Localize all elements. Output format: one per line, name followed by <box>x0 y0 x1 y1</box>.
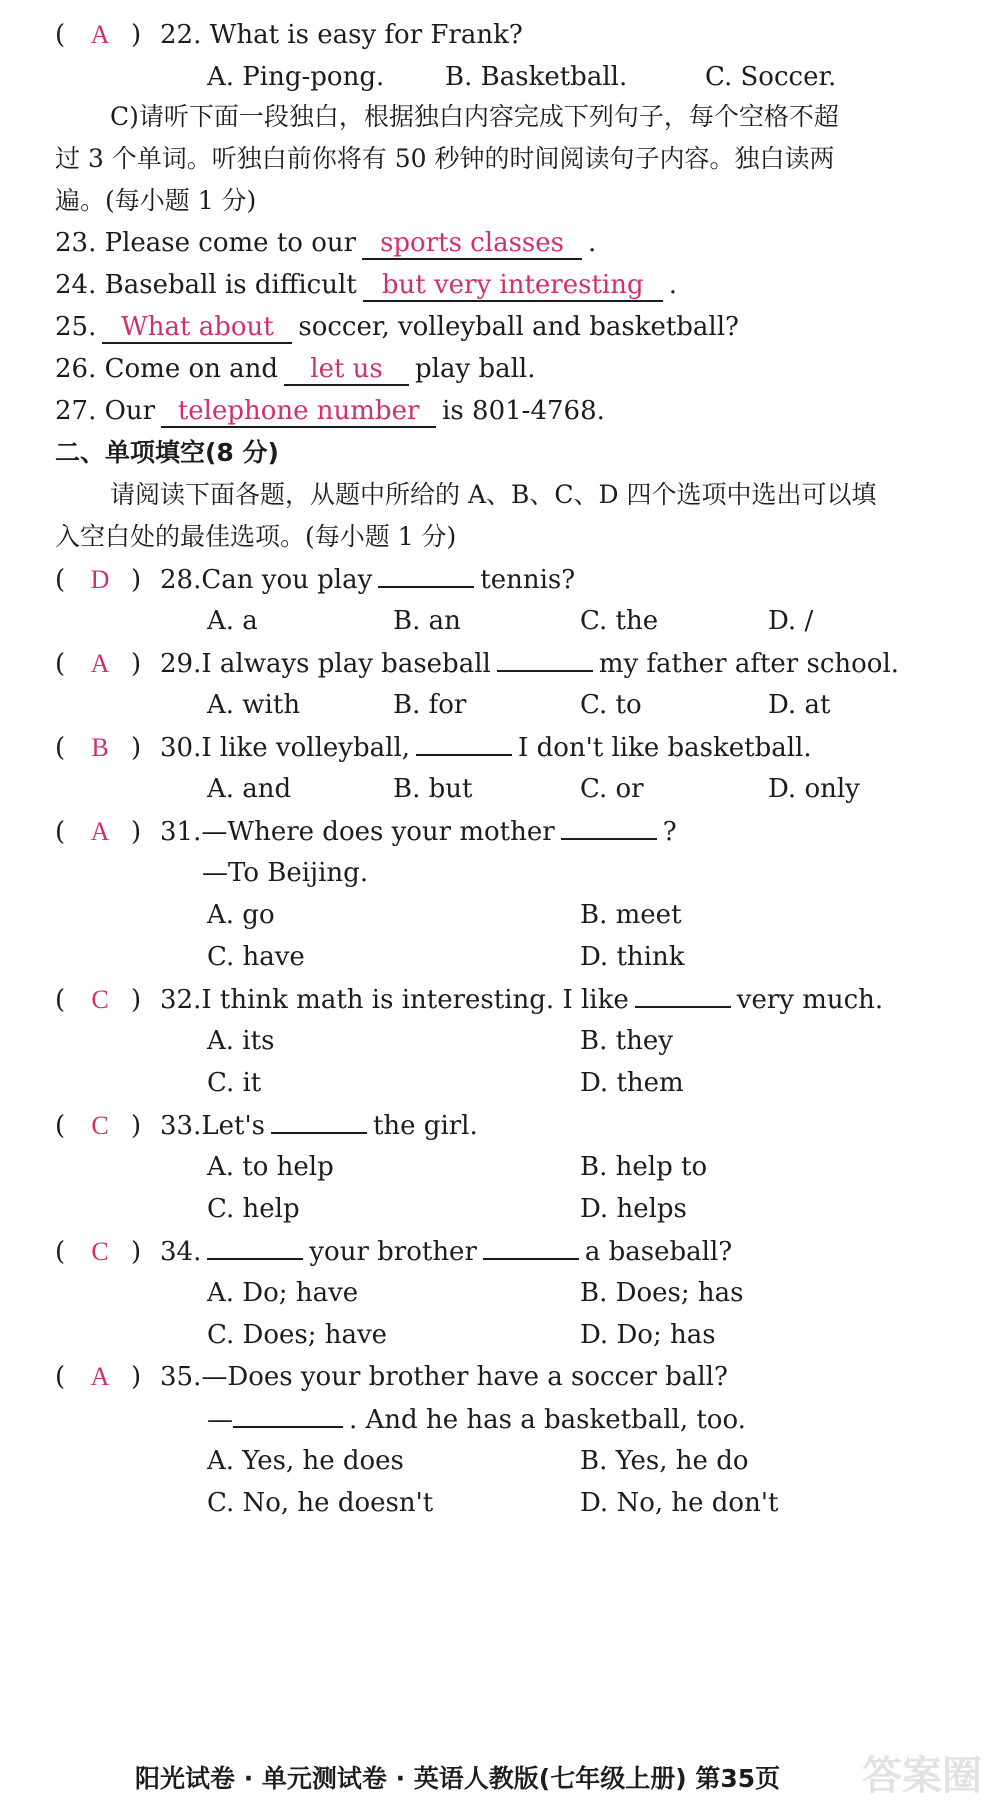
option-c: C. have <box>207 942 305 972</box>
option-a: A. with <box>207 690 301 720</box>
option-b: B. Does; has <box>580 1278 744 1308</box>
question-24: 24. Baseball is difficult but very interesting . <box>55 270 677 300</box>
question-33: ( C ) 33.Let's the girl. <box>55 1108 478 1143</box>
option-a: A. Do; have <box>207 1278 359 1308</box>
question-text: 24. Baseball is difficult <box>55 270 357 300</box>
watermark-logo: 答案圈 <box>862 1753 982 1799</box>
question-text: 23. Please come to our <box>55 228 357 258</box>
answer-letter: D <box>90 565 110 594</box>
blank <box>483 1234 579 1260</box>
answer-letter: A <box>90 649 110 678</box>
option-d: D. only <box>768 774 860 804</box>
option-b: B. but <box>393 774 473 804</box>
question-34: ( C ) 34. your brother a baseball? <box>55 1234 732 1269</box>
answer-letter: B <box>91 733 109 762</box>
answer-mark: ( B ) <box>55 733 142 763</box>
option-d: D. No, he don't <box>580 1488 779 1518</box>
option-c: C. or <box>580 774 644 804</box>
option-b: B. Basketball. <box>445 62 628 92</box>
dialogue-reply: — . And he has a basketball, too. <box>207 1402 746 1437</box>
question-22 <box>55 18 523 52</box>
question-text: 27. Our <box>55 396 156 426</box>
section-2-line-2: 入空白处的最佳选项。(每小题 1 分) <box>55 522 457 551</box>
answer-letter: C <box>91 985 109 1014</box>
option-c: C. the <box>580 606 659 636</box>
question-stem: What is easy for Frank? <box>209 20 523 50</box>
blank <box>635 982 731 1008</box>
option-a: A. to help <box>207 1152 334 1182</box>
question-35: ( A ) 35.—Does your brother have a soccer ball? <box>55 1362 728 1392</box>
question-30: ( B ) 30.I like volleyball, I don't like basketball. <box>55 730 812 765</box>
question-25 <box>55 310 739 344</box>
option-a: A. its <box>207 1026 275 1056</box>
option-c: C. No, he doesn't <box>207 1488 434 1518</box>
option-c: C. it <box>207 1068 262 1098</box>
filled-answer: let us <box>284 354 409 386</box>
answer-mark: ( C ) <box>55 1111 142 1141</box>
option-d: D. / <box>768 606 814 636</box>
option-c: C. Does; have <box>207 1320 388 1350</box>
question-32: ( C ) 32.I think math is interesting. I like very much. <box>55 982 883 1017</box>
filled-answer: What about <box>102 312 292 344</box>
question-31: ( A ) 31.—Where does your mother ? <box>55 814 677 849</box>
blank <box>271 1108 367 1134</box>
option-a: A. Ping-pong. <box>207 62 385 92</box>
answer-letter: A <box>90 1362 110 1391</box>
option-a: A. and <box>207 774 292 804</box>
option-c: C. to <box>580 690 642 720</box>
option-d: D. Do; has <box>580 1320 716 1350</box>
section-c-line-1: C)请听下面一段独白，根据独白内容完成下列句子，每个空格不超 <box>110 102 839 131</box>
question-28: ( D ) 28.Can you play tennis? <box>55 562 575 597</box>
question-text: soccer, volleyball and basketball? <box>298 312 740 342</box>
answer-mark: ( A ) <box>55 649 142 679</box>
option-b: B. meet <box>580 900 682 930</box>
answer-letter: A <box>90 817 110 846</box>
option-c: C. help <box>207 1194 300 1224</box>
option-c: C. Soccer. <box>705 62 837 92</box>
blank <box>561 814 657 840</box>
answer-mark: ( A ) <box>55 20 142 50</box>
option-b: B. an <box>393 606 461 636</box>
question-26: 26. Come on and let us play ball. <box>55 354 536 384</box>
section-2-title: 二、单项填空(8 分) <box>55 438 279 467</box>
option-b: B. help to <box>580 1152 708 1182</box>
option-b: B. Yes, he do <box>580 1446 749 1476</box>
blank <box>497 646 593 672</box>
answer-letter: C <box>91 1237 109 1266</box>
option-d: D. at <box>768 690 831 720</box>
filled-answer: but very interesting <box>363 270 663 302</box>
option-a: A. go <box>207 900 275 930</box>
filled-answer: telephone number <box>161 396 436 428</box>
question-29: ( A ) 29.I always play baseball my father after school. <box>55 646 899 681</box>
section-c-line-2: 过 3 个单词。听独白前你将有 50 秒钟的时间阅读句子内容。独白读两 <box>55 144 835 173</box>
question-text: 26. Come on and <box>55 354 279 384</box>
option-d: D. helps <box>580 1194 687 1224</box>
question-number: 22. <box>160 20 202 50</box>
blank <box>416 730 512 756</box>
blank <box>378 562 474 588</box>
answer-letter: A <box>90 20 110 49</box>
answer-letter: C <box>91 1111 109 1140</box>
option-a: A. Yes, he does <box>207 1446 404 1476</box>
option-b: B. they <box>580 1026 673 1056</box>
blank <box>233 1402 343 1428</box>
answer-mark: ( C ) <box>55 1237 142 1267</box>
answer-mark: ( A ) <box>55 817 142 847</box>
option-a: A. a <box>207 606 258 636</box>
question-23: 23. Please come to our sports classes . <box>55 228 597 258</box>
question-27: 27. Our telephone number is 801-4768. <box>55 396 605 426</box>
blank <box>207 1234 303 1260</box>
dialogue-reply: —To Beijing. <box>202 858 369 888</box>
answer-mark: ( A ) <box>55 1362 142 1392</box>
section-2-line-1: 请阅读下面各题，从题中所给的 A、B、C、D 四个选项中选出可以填 <box>110 480 877 509</box>
question-number: 25. <box>55 312 97 342</box>
option-b: B. for <box>393 690 467 720</box>
filled-answer: sports classes <box>362 228 582 260</box>
option-d: D. think <box>580 942 685 972</box>
answer-mark: ( C ) <box>55 985 142 1015</box>
option-d: D. them <box>580 1068 684 1098</box>
page-footer: 阳光试卷 · 单元测试卷 · 英语人教版(七年级上册) 第35页 <box>135 1764 781 1793</box>
answer-mark: ( D ) <box>55 565 142 595</box>
section-c-line-3: 遍。(每小题 1 分) <box>55 186 257 215</box>
